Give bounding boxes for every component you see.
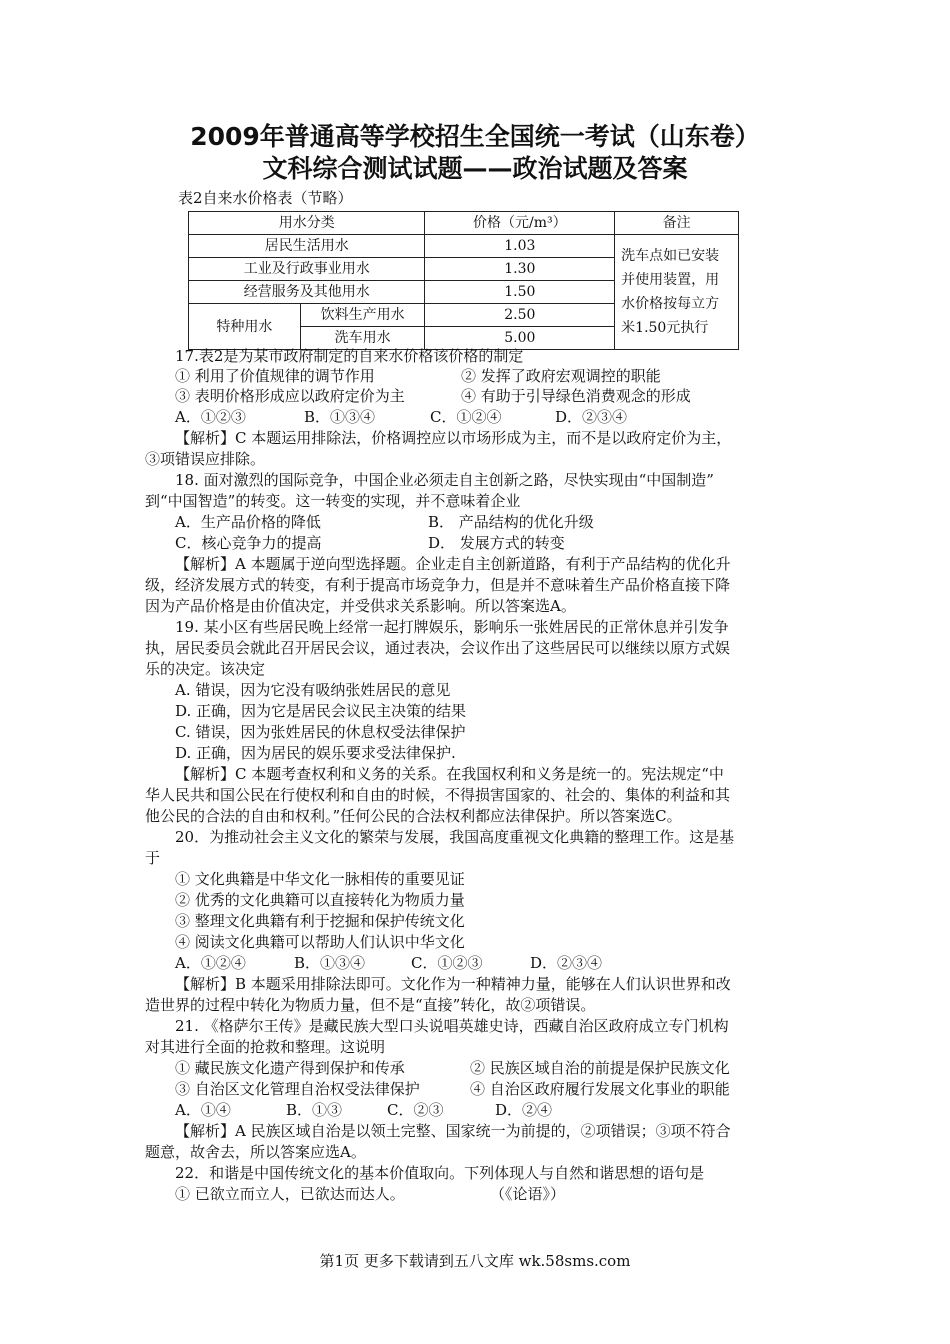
q20-statement-4: ④ 阅读文化典籍可以帮助人们认识中华文化 xyxy=(175,933,465,951)
q21-statement-2: ② 民族区域自治的前提是保护民族文化 xyxy=(470,1059,730,1077)
row-price: 5.00 xyxy=(425,327,615,350)
q21-stem-line: 对其进行全面的抢救和整理。这说明 xyxy=(145,1038,386,1056)
q21-option-d: D．②④ xyxy=(495,1101,553,1119)
q18-stem-line: 18. 面对激烈的国际竞争，中国企业必须走自主创新之路，尽快实现由“中国制造” xyxy=(175,471,714,489)
q21-analysis-line: 题意，故舍去，所以答案应选A。 xyxy=(145,1143,366,1161)
row-price: 1.30 xyxy=(425,258,615,281)
q19-analysis-line: 华人民共和国公民在行使权利和自由的时候，不得损害国家的、社会的、集体的利益和其 xyxy=(145,786,731,804)
water-price-table xyxy=(188,211,739,350)
row-price: 1.50 xyxy=(425,281,615,304)
q21-stem-line: 21. 《格萨尔王传》是藏民族大型口头说唱英雄史诗，西藏自治区政府成立专门机构 xyxy=(175,1017,729,1035)
q17-statement-1: ① 利用了价值规律的调节作用 xyxy=(175,367,375,385)
q17-option-d: D．②③④ xyxy=(555,408,628,426)
q20-option-c: C．①②③ xyxy=(411,954,483,972)
q20-statement-2: ② 优秀的文化典籍可以直接转化为物质力量 xyxy=(175,891,465,909)
q18-option-c: C．核心竞争力的提高 xyxy=(175,534,322,552)
q18-analysis-line: 因为产品价格是由价值决定，并受供求关系影响。所以答案选A。 xyxy=(145,597,576,615)
q20-statement-1: ① 文化典籍是中华文化一脉相传的重要见证 xyxy=(175,870,465,888)
q20-option-d: D．②③④ xyxy=(530,954,603,972)
row-category: 居民生活用水 xyxy=(189,235,425,258)
q22-statement-1-source: （《论语》） xyxy=(490,1185,566,1203)
q17-option-a: A．①②③ xyxy=(175,408,246,426)
header-price: 价格（元/m³） xyxy=(425,212,615,235)
header-category: 用水分类 xyxy=(189,212,425,235)
table-header-row xyxy=(189,212,739,235)
table-caption: 表2自来水价格表（节略） xyxy=(178,189,353,207)
q21-option-c: C．②③ xyxy=(387,1101,444,1119)
q17-stem: 17.表2是为某市政府制定的自来水价格该价格的制定 xyxy=(175,347,524,365)
table-row xyxy=(189,235,739,258)
q17-statement-2: ② 发挥了政府宏观调控的职能 xyxy=(461,367,661,385)
q19-stem-line: 执，居民委员会就此召开居民会议，通过表决，会议作出了这些居民可以继续以原方式娱 xyxy=(145,639,731,657)
q18-option-a: A．生产品价格的降低 xyxy=(175,513,321,531)
q20-analysis-line: 【解析】B 本题采用排除法即可。文化作为一种精神力量，能够在人们认识世界和改 xyxy=(175,975,731,993)
q18-analysis-line: 【解析】A 本题属于逆向型选择题。企业走自主创新道路，有利于产品结构的优化升 xyxy=(175,555,731,573)
q17-statement-4: ④ 有助于引导绿色消费观念的形成 xyxy=(461,387,691,405)
row-category: 洗车用水 xyxy=(300,327,425,350)
row-category: 工业及行政事业用水 xyxy=(189,258,425,281)
q20-analysis-line: 造世界的过程中转化为物质力量，但不是“直接”转化，故②项错误。 xyxy=(145,996,596,1014)
q21-statement-1: ① 藏民族文化遗产得到保护和传承 xyxy=(175,1059,405,1077)
q20-statement-3: ③ 整理文化典籍有利于挖掘和保护传统文化 xyxy=(175,912,465,930)
q21-option-b: B．①③ xyxy=(286,1101,343,1119)
row-price: 1.03 xyxy=(425,235,615,258)
q18-option-b: B． 产品结构的优化升级 xyxy=(428,513,594,531)
q20-option-a: A．①②④ xyxy=(175,954,246,972)
q22-stem: 22．和谐是中国传统文化的基本价值取向。下列体现人与自然和谐思想的语句是 xyxy=(175,1164,705,1182)
q18-option-d: D． 发展方式的转变 xyxy=(428,534,565,552)
q22-statement-1: ① 已欲立而立人，已欲达而达人。 xyxy=(175,1185,405,1203)
title-line-2: 文科综合测试试题——政治试题及答案 xyxy=(262,154,688,183)
q19-stem-line: 19. 某小区有些居民晚上经常一起打牌娱乐，影响乐一张姓居民的正常休息并引发争 xyxy=(175,618,729,636)
q19-option-d: D. 正确，因为居民的娱乐要求受法律保护. xyxy=(175,744,456,762)
q19-analysis-line: 【解析】C 本题考查权利和义务的关系。在我国权利和义务是统一的。宪法规定“中 xyxy=(175,765,724,783)
q17-statement-3: ③ 表明价格形成应以政府定价为主 xyxy=(175,387,405,405)
q18-analysis-line: 级，经济发展方式的转变，有利于提高市场竞争力，但是并不意味着生产品价格直接下降 xyxy=(145,576,731,594)
title-line-1: 2009年普通高等学校招生全国统一考试（山东卷） xyxy=(190,122,760,151)
q21-statement-3: ③ 自治区文化管理自治权受法律保护 xyxy=(175,1080,420,1098)
q17-analysis-line: ③项错误应排除。 xyxy=(145,450,266,468)
q21-option-a: A．①④ xyxy=(175,1101,231,1119)
q20-option-b: B．①③④ xyxy=(294,954,366,972)
table-note: 洗车点如已安装并使用装置，用水价格按每立方米1.50元执行 xyxy=(615,235,739,350)
q19-option-a: A. 错误，因为它没有吸纳张姓居民的意见 xyxy=(175,681,451,699)
special-water-label: 特种用水 xyxy=(189,304,301,350)
q17-analysis-line: 【解析】C 本题运用排除法，价格调控应以市场形成为主，而不是以政府定价为主， xyxy=(175,429,732,447)
q20-stem-line: 于 xyxy=(145,849,161,867)
q19-option-b: D. 正确，因为它是居民会议民主决策的结果 xyxy=(175,702,467,720)
q19-analysis-line: 他公民的合法的自由和权利。”任何公民的合法权利都应法律保护。所以答案选C。 xyxy=(145,807,682,825)
q19-stem-line: 乐的决定。该决定 xyxy=(145,660,266,678)
q17-option-b: B．①③④ xyxy=(304,408,376,426)
page-footer: 第1页 更多下载请到五八文库 wk.58sms.com xyxy=(319,1252,631,1270)
q21-analysis-line: 【解析】A 民族区域自治是以领土完整、国家统一为前提的，②项错误；③项不符合 xyxy=(175,1122,731,1140)
row-category: 饮料生产用水 xyxy=(300,304,425,327)
q19-option-c: C. 错误，因为张姓居民的休息权受法律保护 xyxy=(175,723,466,741)
header-note: 备注 xyxy=(615,212,739,235)
row-category: 经营服务及其他用水 xyxy=(189,281,425,304)
q20-stem-line: 20．为推动社会主义文化的繁荣与发展，我国高度重视文化典籍的整理工作。这是基 xyxy=(175,828,735,846)
q21-statement-4: ④ 自治区政府履行发展文化事业的职能 xyxy=(470,1080,730,1098)
row-price: 2.50 xyxy=(425,304,615,327)
q17-option-c: C．①②④ xyxy=(430,408,502,426)
q18-stem-line: 到“中国智造”的转变。这一转变的实现，并不意味着企业 xyxy=(145,492,521,510)
